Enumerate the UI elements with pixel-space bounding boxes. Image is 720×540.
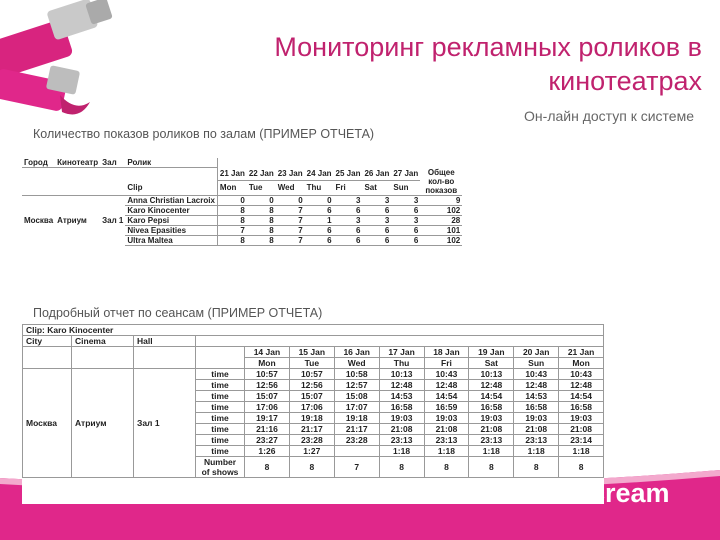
day-header: Mon [219, 183, 237, 193]
header-hall: Hall [134, 336, 196, 347]
clip-subheader: Clip [125, 181, 217, 195]
time-cell: 15:07 [245, 391, 290, 402]
time-cell: 23:14 [559, 435, 604, 446]
count-cell: 6 [334, 225, 363, 235]
total-cell: 28 [420, 215, 462, 225]
count-cell: 3 [391, 195, 420, 205]
count-cell: 0 [247, 195, 276, 205]
row-label: time [196, 446, 245, 457]
time-cell: 19:18 [289, 413, 334, 424]
day-header: Sun [393, 183, 409, 193]
time-cell: 19:03 [559, 413, 604, 424]
count-cell: 3 [362, 195, 391, 205]
count-cell: 8 [247, 225, 276, 235]
count-cell: 8 [247, 235, 276, 245]
report2-caption: Подробный отчет по сеансам (ПРИМЕР ОТЧЕТА) [33, 306, 323, 320]
time-cell: 19:03 [379, 413, 424, 424]
time-cell: 10:43 [424, 369, 469, 380]
date-header: 15 Jan [289, 347, 334, 358]
time-cell: 19:18 [334, 413, 379, 424]
time-cell: 10:57 [245, 369, 290, 380]
cinema-cell: Атриум [55, 195, 100, 245]
time-cell: 19:17 [245, 413, 290, 424]
count-cell: 3 [334, 195, 363, 205]
time-cell: 14:53 [514, 391, 559, 402]
count-cell: 8 [247, 205, 276, 215]
day-header: Wed [277, 183, 295, 193]
day-header: Tue [289, 358, 334, 369]
hall-cell: Зал 1 [100, 195, 125, 245]
count-cell: 8 [217, 235, 246, 245]
brand-logo: cream [590, 478, 670, 508]
time-cell: 12:56 [245, 380, 290, 391]
count-cell: 6 [362, 205, 391, 215]
day-header: Tue [248, 183, 263, 193]
time-cell: 10:58 [334, 369, 379, 380]
header-hall: Зал [100, 158, 125, 168]
row-label: time [196, 391, 245, 402]
count-cell: 0 [276, 195, 305, 205]
row-label: time [196, 369, 245, 380]
date-header: 18 Jan [424, 347, 469, 358]
row-label: time [196, 402, 245, 413]
city-cell: Москва [22, 195, 55, 245]
time-cell: 15:07 [289, 391, 334, 402]
count-cell: 8 [247, 215, 276, 225]
time-cell: 19:03 [469, 413, 514, 424]
time-cell: 10:43 [559, 369, 604, 380]
time-cell: 23:13 [469, 435, 514, 446]
table-row [23, 369, 604, 380]
time-cell: 16:58 [469, 402, 514, 413]
clip-name: Karo Kinocenter [125, 205, 217, 215]
date-header: 14 Jan [245, 347, 290, 358]
count-cell: 0 [217, 195, 246, 205]
shows-count-cell: 8 [559, 457, 604, 478]
time-cell: 1:18 [379, 446, 424, 457]
time-cell: 1:27 [289, 446, 334, 457]
day-header: Fri [424, 358, 469, 369]
time-cell: 21:17 [334, 424, 379, 435]
count-cell: 6 [362, 235, 391, 245]
header-cinema: Кинотеатр [57, 158, 99, 167]
report1-table [22, 158, 462, 246]
time-cell: 1:18 [424, 446, 469, 457]
count-cell: 3 [334, 215, 363, 225]
day-header: Wed [334, 358, 379, 369]
count-cell: 6 [391, 235, 420, 245]
date-header: 27 Jan [391, 168, 420, 181]
time-cell: 12:56 [289, 380, 334, 391]
time-cell: 12:48 [469, 380, 514, 391]
count-cell: 3 [362, 215, 391, 225]
time-cell: 21:16 [245, 424, 290, 435]
paint-tube-decoration [0, 0, 160, 120]
time-cell: 1:18 [469, 446, 514, 457]
date-header: 17 Jan [379, 347, 424, 358]
row-label: time [196, 435, 245, 446]
count-cell: 6 [334, 235, 363, 245]
time-cell [334, 446, 379, 457]
date-header: 26 Jan [362, 168, 391, 181]
time-cell: 15:08 [334, 391, 379, 402]
clip-name: Ultra Maltea [125, 235, 217, 245]
clip-name: Anna Christian Lacroix [125, 195, 217, 205]
time-cell: 14:53 [379, 391, 424, 402]
time-cell: 19:03 [514, 413, 559, 424]
row-label: time [196, 380, 245, 391]
count-cell: 7 [217, 225, 246, 235]
count-cell: 6 [362, 225, 391, 235]
count-cell: 1 [305, 215, 334, 225]
report2-table-container [22, 324, 604, 504]
time-cell: 21:08 [469, 424, 514, 435]
time-cell: 10:43 [514, 369, 559, 380]
page-subtitle: Он-лайн доступ к системе [524, 108, 694, 124]
time-cell: 17:07 [334, 402, 379, 413]
total-cell: 101 [420, 225, 462, 235]
time-cell: 16:58 [379, 402, 424, 413]
time-cell: 12:48 [514, 380, 559, 391]
day-header: Mon [559, 358, 604, 369]
shows-count-cell: 8 [289, 457, 334, 478]
report1-table-container [22, 158, 509, 285]
header-city: Город [22, 158, 55, 168]
time-cell: 14:54 [469, 391, 514, 402]
time-cell: 14:54 [424, 391, 469, 402]
time-cell: 23:28 [289, 435, 334, 446]
header-city: City [23, 336, 72, 347]
shows-count-cell: 8 [514, 457, 559, 478]
time-cell: 17:06 [289, 402, 334, 413]
count-cell: 6 [391, 205, 420, 215]
time-cell: 21:08 [424, 424, 469, 435]
total-cell: 9 [420, 195, 462, 205]
shows-count-cell: 8 [469, 457, 514, 478]
page-title: Мониторинг рекламных роликов в кинотеатрах [274, 32, 702, 96]
time-cell: 21:17 [289, 424, 334, 435]
shows-count-cell: 8 [424, 457, 469, 478]
count-cell: 7 [276, 235, 305, 245]
count-cell: 6 [305, 205, 334, 215]
table-row [22, 195, 462, 205]
time-cell: 23:13 [424, 435, 469, 446]
date-header: 21 Jan [217, 168, 246, 181]
city-cell: Москва [23, 369, 72, 478]
time-cell: 10:57 [289, 369, 334, 380]
header-cinema: Cinema [72, 336, 134, 347]
time-cell: 17:06 [245, 402, 290, 413]
count-cell: 6 [305, 235, 334, 245]
count-cell: 7 [276, 215, 305, 225]
count-cell: 6 [305, 225, 334, 235]
date-header: 19 Jan [469, 347, 514, 358]
time-cell: 12:57 [334, 380, 379, 391]
date-header: 16 Jan [334, 347, 379, 358]
day-header: Fri [335, 183, 346, 193]
time-cell: 21:08 [514, 424, 559, 435]
report1-caption: Количество показов роликов по залам (ПРИМЕР ОТЧЕТА) [33, 127, 375, 141]
count-cell: 0 [305, 195, 334, 205]
clip-name: Karo Pepsi [125, 215, 217, 225]
clip-name: Nivea Epasities [125, 225, 217, 235]
count-cell: 6 [391, 225, 420, 235]
count-cell: 8 [217, 205, 246, 215]
time-cell: 19:03 [424, 413, 469, 424]
time-cell: 23:28 [334, 435, 379, 446]
day-header: Thu [379, 358, 424, 369]
time-cell: 21:08 [379, 424, 424, 435]
time-cell: 16:58 [514, 402, 559, 413]
time-cell: 12:48 [424, 380, 469, 391]
count-cell: 8 [217, 215, 246, 225]
hall-cell: Зал 1 [134, 369, 196, 478]
time-cell: 1:18 [559, 446, 604, 457]
row-label-number-of-shows: Number of shows [196, 457, 245, 478]
time-cell: 23:13 [514, 435, 559, 446]
time-cell: 21:08 [559, 424, 604, 435]
date-header: 23 Jan [276, 168, 305, 181]
day-header: Sun [514, 358, 559, 369]
time-cell: 12:48 [559, 380, 604, 391]
time-cell: 16:59 [424, 402, 469, 413]
shows-count-cell: 7 [334, 457, 379, 478]
count-cell: 6 [334, 205, 363, 215]
time-cell: 1:26 [245, 446, 290, 457]
day-header: Thu [306, 183, 322, 193]
date-header: 20 Jan [514, 347, 559, 358]
total-cell: 102 [420, 235, 462, 245]
header-clip: Ролик [125, 158, 217, 168]
time-cell: 12:48 [379, 380, 424, 391]
time-cell: 10:13 [469, 369, 514, 380]
date-header: 21 Jan [559, 347, 604, 358]
shows-count-cell: 8 [245, 457, 290, 478]
shows-count-cell: 8 [379, 457, 424, 478]
row-label: time [196, 413, 245, 424]
date-header: 25 Jan [334, 168, 363, 181]
time-cell: 1:18 [514, 446, 559, 457]
row-label: time [196, 424, 245, 435]
count-cell: 7 [276, 225, 305, 235]
time-cell: 23:13 [379, 435, 424, 446]
time-cell: 10:13 [379, 369, 424, 380]
day-header: Mon [245, 358, 290, 369]
time-cell: 23:27 [245, 435, 290, 446]
cinema-cell: Атриум [72, 369, 134, 478]
time-cell: 16:58 [559, 402, 604, 413]
count-cell: 7 [276, 205, 305, 215]
day-header: Sat [364, 183, 377, 193]
time-cell: 14:54 [559, 391, 604, 402]
total-cell: 102 [420, 205, 462, 215]
day-header: Sat [469, 358, 514, 369]
clip-line: Clip: Karo Kinocenter [23, 325, 604, 336]
total-header: Общее кол-во показов [425, 167, 458, 195]
date-header: 22 Jan [247, 168, 276, 181]
report2-table [22, 324, 604, 478]
date-header: 24 Jan [305, 168, 334, 181]
count-cell: 3 [391, 215, 420, 225]
